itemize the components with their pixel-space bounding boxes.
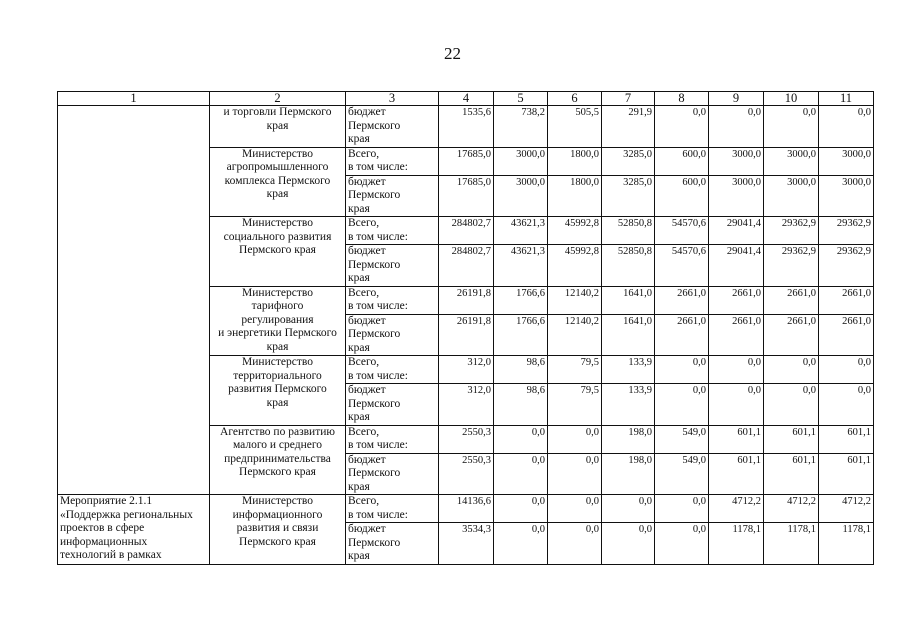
event-line: «Поддержка региональных — [60, 508, 193, 521]
funding-source-cell — [346, 356, 439, 384]
column-header-3: 3 — [346, 92, 439, 106]
funding-source-line: Пермского — [348, 397, 401, 410]
funding-source-line: бюджет — [348, 245, 386, 257]
column-header-row — [58, 92, 874, 106]
funding-source-line: края — [348, 341, 370, 354]
value-cell-col-6: 45992,8 — [548, 217, 602, 245]
value-cell-col-4: 312,0 — [439, 356, 494, 384]
value-cell-col-8: 600,0 — [655, 175, 709, 217]
event-line: Мероприятие 2.1.1 — [60, 495, 153, 507]
funding-source-cell — [346, 175, 439, 217]
funding-source-line: бюджет — [348, 314, 386, 327]
value-cell-col-4: 284802,7 — [439, 217, 494, 245]
value-cell-col-5: 43621,3 — [494, 217, 548, 245]
value-cell-col-5: 43621,3 — [494, 245, 548, 287]
funding-source-cell — [346, 495, 439, 523]
organization-line: Пермского края — [239, 535, 316, 548]
column-header-9: 9 — [709, 92, 764, 106]
value-cell-col-10: 0,0 — [764, 106, 819, 148]
funding-source-line: Пермского — [348, 119, 401, 132]
funding-source-line: края — [348, 272, 370, 284]
column-header-8: 8 — [655, 92, 709, 106]
funding-source-line: Пермского — [348, 328, 401, 340]
value-cell-col-11: 29362,9 — [819, 245, 874, 287]
value-cell-col-8: 0,0 — [655, 384, 709, 426]
event-cell — [58, 147, 210, 217]
funding-source-cell — [346, 523, 439, 565]
value-cell-col-10: 29362,9 — [764, 245, 819, 287]
value-cell-col-11: 2661,0 — [819, 286, 874, 314]
organization-line: тарифного — [251, 300, 304, 312]
value-cell-col-6: 505,5 — [548, 106, 602, 148]
value-cell-col-8: 0,0 — [655, 523, 709, 565]
value-cell-col-11: 3000,0 — [819, 175, 874, 217]
value-cell-col-5: 738,2 — [494, 106, 548, 148]
value-cell-col-9: 29041,4 — [709, 217, 764, 245]
value-cell-col-7: 291,9 — [602, 106, 655, 148]
funding-source-line: Пермского — [348, 258, 401, 271]
value-cell-col-8: 549,0 — [655, 425, 709, 453]
value-cell-col-8: 54570,6 — [655, 245, 709, 287]
organization-line: развития Пермского — [228, 383, 327, 395]
column-header-2: 2 — [210, 92, 346, 106]
funding-source-line: Всего, — [348, 425, 380, 438]
funding-source-line: края — [348, 202, 370, 215]
organization-line: регулирования — [241, 313, 314, 326]
value-cell-col-6: 0,0 — [548, 425, 602, 453]
value-cell-col-10: 0,0 — [764, 384, 819, 426]
value-cell-col-4: 284802,7 — [439, 245, 494, 287]
event-line: информационных — [60, 535, 148, 548]
organization-line: Агентство по развитию — [220, 425, 335, 438]
funding-source-cell — [346, 384, 439, 426]
funding-source-line: края — [348, 133, 370, 145]
value-cell-col-9: 0,0 — [709, 384, 764, 426]
funding-source-line: бюджет — [348, 106, 386, 118]
organization-line: Министерство — [242, 495, 313, 507]
funding-source-cell — [346, 217, 439, 245]
value-cell-col-9: 601,1 — [709, 425, 764, 453]
organization-line: Министерство — [242, 217, 313, 229]
funding-source-cell — [346, 286, 439, 314]
organization-line: края — [266, 119, 289, 132]
value-cell-col-8: 2661,0 — [655, 314, 709, 356]
value-cell-col-7: 0,0 — [602, 495, 655, 523]
value-cell-col-9: 29041,4 — [709, 245, 764, 287]
value-cell-col-10: 29362,9 — [764, 217, 819, 245]
value-cell-col-4: 26191,8 — [439, 286, 494, 314]
organization-line: комплекса Пермского — [224, 174, 331, 187]
organization-line: Министерство — [242, 286, 313, 299]
organization-line: малого и среднего — [232, 439, 323, 451]
organization-line: края — [266, 188, 289, 200]
funding-source-cell — [346, 147, 439, 175]
funding-source-line: Всего, — [348, 495, 380, 507]
organization-line: и торговли Пермского — [223, 106, 332, 118]
value-cell-col-9: 1178,1 — [709, 523, 764, 565]
value-cell-col-8: 600,0 — [655, 147, 709, 175]
value-cell-col-5: 0,0 — [494, 453, 548, 495]
event-cell — [58, 286, 210, 356]
value-cell-col-7: 52850,8 — [602, 245, 655, 287]
value-cell-col-7: 198,0 — [602, 425, 655, 453]
value-cell-col-6: 45992,8 — [548, 245, 602, 287]
value-cell-col-6: 1800,0 — [548, 147, 602, 175]
value-cell-col-11: 0,0 — [819, 356, 874, 384]
funding-source-line: в том числе: — [348, 508, 408, 521]
value-cell-col-8: 2661,0 — [655, 286, 709, 314]
value-cell-col-5: 1766,6 — [494, 286, 548, 314]
value-cell-col-4: 17685,0 — [439, 175, 494, 217]
value-cell-col-10: 4712,2 — [764, 495, 819, 523]
value-cell-col-11: 601,1 — [819, 453, 874, 495]
value-cell-col-9: 2661,0 — [709, 314, 764, 356]
event-line: технологий в рамках — [60, 549, 162, 561]
value-cell-col-11: 0,0 — [819, 384, 874, 426]
organization-line: агропромышленного — [226, 161, 329, 173]
funding-source-line: Всего, — [348, 217, 380, 229]
value-cell-col-4: 14136,6 — [439, 495, 494, 523]
funding-source-cell — [346, 314, 439, 356]
value-cell-col-6: 1800,0 — [548, 175, 602, 217]
organization-line: Министерство — [242, 147, 313, 160]
value-cell-col-7: 3285,0 — [602, 147, 655, 175]
value-cell-col-4: 2550,3 — [439, 425, 494, 453]
funding-source-line: Всего, — [348, 286, 380, 299]
value-cell-col-10: 3000,0 — [764, 175, 819, 217]
event-cell — [58, 495, 210, 565]
value-cell-col-8: 0,0 — [655, 356, 709, 384]
value-cell-col-7: 52850,8 — [602, 217, 655, 245]
value-cell-col-10: 601,1 — [764, 425, 819, 453]
organization-cell — [210, 106, 346, 148]
funding-source-cell — [346, 245, 439, 287]
value-cell-col-10: 3000,0 — [764, 147, 819, 175]
value-cell-col-4: 2550,3 — [439, 453, 494, 495]
value-cell-col-11: 4712,2 — [819, 495, 874, 523]
organization-line: территориального — [233, 369, 322, 382]
table-row — [58, 495, 874, 523]
value-cell-col-5: 3000,0 — [494, 147, 548, 175]
funding-source-line: в том числе: — [348, 369, 408, 382]
value-cell-col-8: 0,0 — [655, 106, 709, 148]
value-cell-col-6: 79,5 — [548, 384, 602, 426]
value-cell-col-4: 3534,3 — [439, 523, 494, 565]
value-cell-col-10: 2661,0 — [764, 314, 819, 356]
value-cell-col-8: 549,0 — [655, 453, 709, 495]
organization-line: предпринимательства — [224, 452, 331, 465]
event-cell — [58, 425, 210, 495]
value-cell-col-7: 1641,0 — [602, 314, 655, 356]
funding-source-cell — [346, 453, 439, 495]
organization-line: Пермского края — [239, 244, 316, 256]
event-cell — [58, 356, 210, 426]
value-cell-col-4: 17685,0 — [439, 147, 494, 175]
value-cell-col-10: 2661,0 — [764, 286, 819, 314]
funding-source-line: Всего, — [348, 147, 380, 160]
table-row — [58, 217, 874, 245]
funding-source-line: в том числе: — [348, 161, 408, 173]
value-cell-col-11: 2661,0 — [819, 314, 874, 356]
value-cell-col-7: 198,0 — [602, 453, 655, 495]
value-cell-col-11: 0,0 — [819, 106, 874, 148]
column-header-5: 5 — [494, 92, 548, 106]
funding-source-line: в том числе: — [348, 300, 408, 312]
table-row — [58, 286, 874, 314]
organization-line: Пермского края — [239, 466, 316, 478]
column-header-10: 10 — [764, 92, 819, 106]
value-cell-col-9: 2661,0 — [709, 286, 764, 314]
value-cell-col-7: 0,0 — [602, 523, 655, 565]
value-cell-col-6: 12140,2 — [548, 286, 602, 314]
table-row — [58, 425, 874, 453]
value-cell-col-6: 79,5 — [548, 356, 602, 384]
funding-source-line: Пермского — [348, 467, 401, 479]
funding-source-line: края — [348, 480, 370, 493]
value-cell-col-10: 1178,1 — [764, 523, 819, 565]
column-header-4: 4 — [439, 92, 494, 106]
value-cell-col-4: 26191,8 — [439, 314, 494, 356]
value-cell-col-7: 133,9 — [602, 356, 655, 384]
event-line: проектов в сфере — [60, 522, 145, 534]
organization-line: и энергетики Пермского — [218, 327, 337, 339]
funding-source-line: Всего, — [348, 356, 380, 368]
funding-source-line: бюджет — [348, 523, 386, 535]
table-row — [58, 147, 874, 175]
value-cell-col-5: 0,0 — [494, 495, 548, 523]
value-cell-col-5: 0,0 — [494, 523, 548, 565]
value-cell-col-9: 4712,2 — [709, 495, 764, 523]
column-header-7: 7 — [602, 92, 655, 106]
organization-line: края — [266, 396, 289, 409]
value-cell-col-11: 1178,1 — [819, 523, 874, 565]
value-cell-col-7: 133,9 — [602, 384, 655, 426]
value-cell-col-5: 1766,6 — [494, 314, 548, 356]
value-cell-col-4: 1535,6 — [439, 106, 494, 148]
event-cell — [58, 217, 210, 287]
value-cell-col-5: 3000,0 — [494, 175, 548, 217]
value-cell-col-9: 3000,0 — [709, 175, 764, 217]
budget-table — [57, 91, 874, 565]
value-cell-col-5: 98,6 — [494, 384, 548, 426]
funding-source-cell — [346, 425, 439, 453]
page-number: 22 — [444, 44, 461, 63]
value-cell-col-9: 0,0 — [709, 106, 764, 148]
value-cell-col-6: 0,0 — [548, 523, 602, 565]
funding-source-line: бюджет — [348, 453, 386, 466]
value-cell-col-10: 0,0 — [764, 356, 819, 384]
column-header-6: 6 — [548, 92, 602, 106]
organization-line: края — [266, 340, 289, 353]
organization-line: социального развития — [223, 230, 332, 243]
value-cell-col-6: 0,0 — [548, 453, 602, 495]
value-cell-col-10: 601,1 — [764, 453, 819, 495]
organization-line: Министерство — [242, 356, 313, 368]
funding-source-line: бюджет — [348, 384, 386, 396]
funding-source-line: в том числе: — [348, 439, 408, 451]
value-cell-col-8: 54570,6 — [655, 217, 709, 245]
organization-cell — [210, 495, 346, 565]
value-cell-col-6: 12140,2 — [548, 314, 602, 356]
event-cell — [58, 106, 210, 148]
value-cell-col-8: 0,0 — [655, 495, 709, 523]
value-cell-col-4: 312,0 — [439, 384, 494, 426]
value-cell-col-5: 0,0 — [494, 425, 548, 453]
funding-source-line: края — [348, 411, 370, 423]
value-cell-col-11: 3000,0 — [819, 147, 874, 175]
value-cell-col-7: 1641,0 — [602, 286, 655, 314]
organization-cell — [210, 147, 346, 217]
value-cell-col-11: 601,1 — [819, 425, 874, 453]
value-cell-col-6: 0,0 — [548, 495, 602, 523]
table-row — [58, 106, 874, 148]
value-cell-col-9: 3000,0 — [709, 147, 764, 175]
organization-line: информационного — [232, 508, 323, 521]
table-row — [58, 356, 874, 384]
column-header-1: 1 — [58, 92, 210, 106]
organization-line: развития и связи — [236, 522, 319, 534]
column-header-11: 11 — [819, 92, 874, 106]
funding-source-cell — [346, 106, 439, 148]
funding-source-line: Пермского — [348, 189, 401, 201]
value-cell-col-5: 98,6 — [494, 356, 548, 384]
organization-cell — [210, 286, 346, 356]
funding-source-line: края — [348, 550, 370, 562]
value-cell-col-9: 601,1 — [709, 453, 764, 495]
funding-source-line: бюджет — [348, 175, 386, 188]
organization-cell — [210, 217, 346, 287]
value-cell-col-7: 3285,0 — [602, 175, 655, 217]
organization-cell — [210, 425, 346, 495]
organization-cell — [210, 356, 346, 426]
funding-source-line: в том числе: — [348, 230, 408, 243]
funding-source-line: Пермского — [348, 536, 401, 549]
value-cell-col-9: 0,0 — [709, 356, 764, 384]
value-cell-col-11: 29362,9 — [819, 217, 874, 245]
